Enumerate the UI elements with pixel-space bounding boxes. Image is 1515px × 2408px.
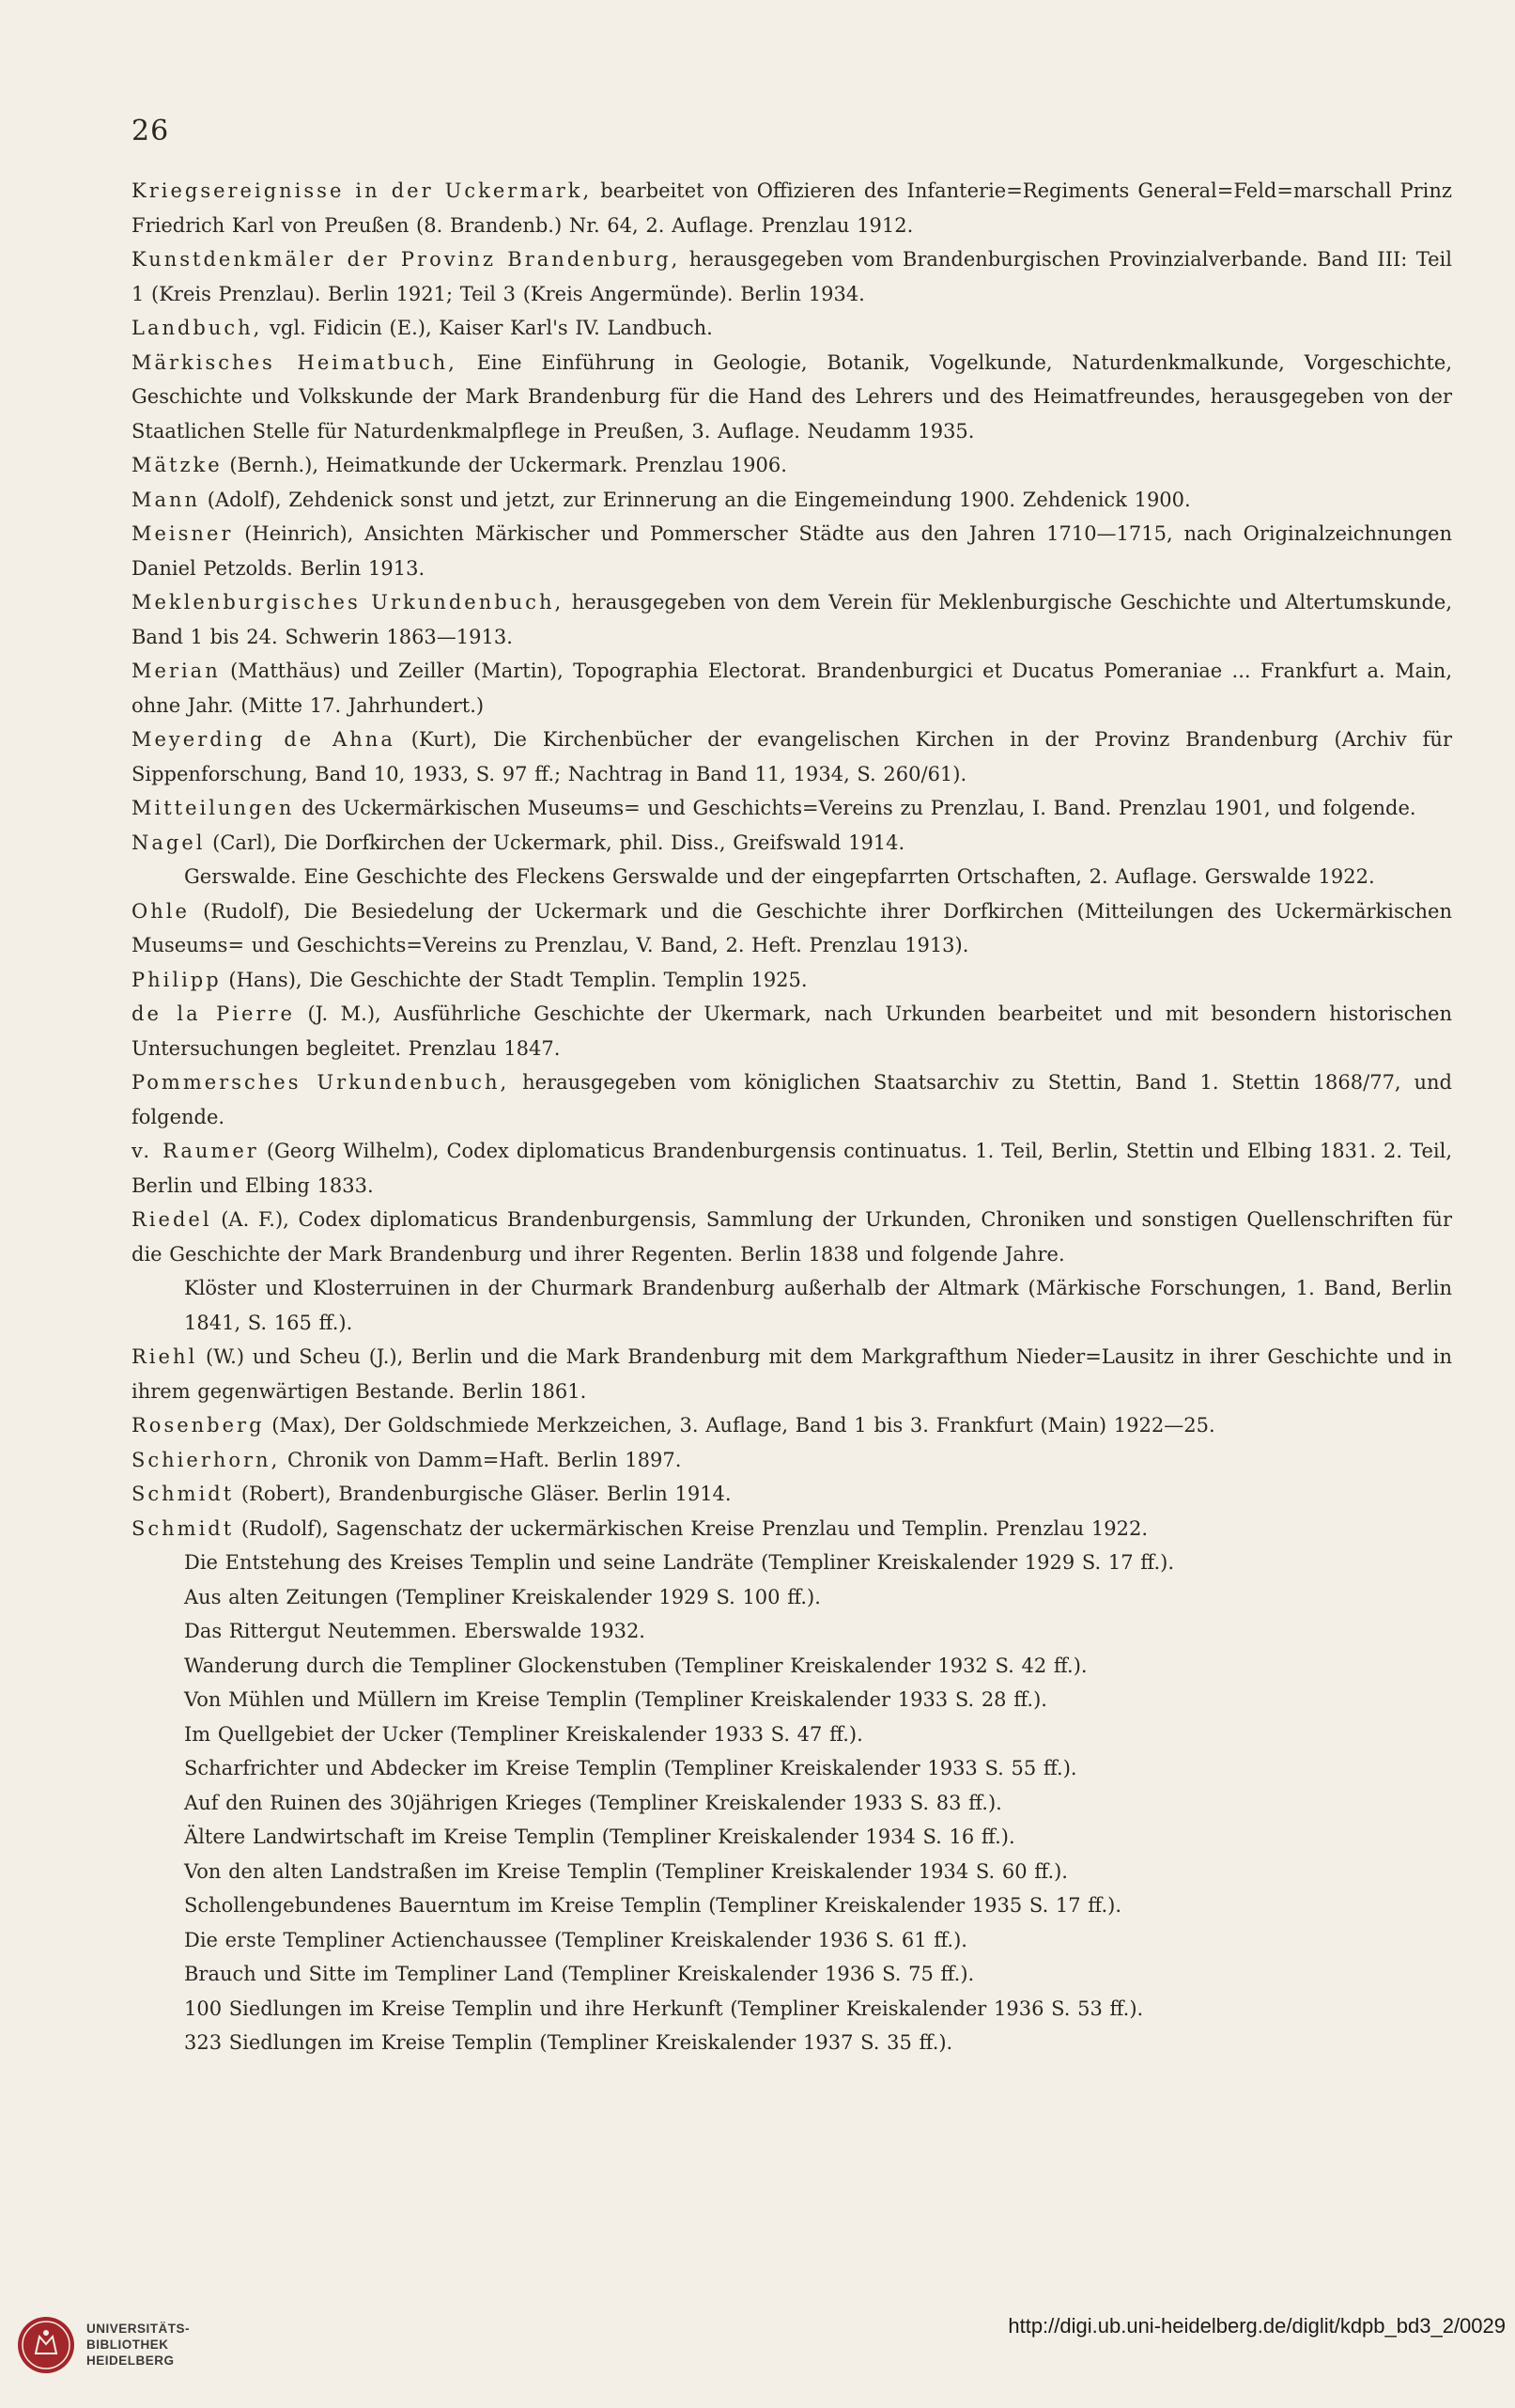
bibliography-entry — [131, 1512, 1452, 1546]
bibliography-entry — [131, 1957, 1452, 1992]
bibliography-entry — [131, 1888, 1452, 1923]
entry-author: Landbuch, — [131, 317, 263, 339]
entry-text: Das Rittergut Neutemmen. Eberswalde 1932. — [184, 1620, 645, 1642]
bibliography-entry — [131, 346, 1452, 449]
entry-author: Ohle — [131, 899, 190, 923]
entry-text: (Rudolf), Die Besiedelung der Uckermark und die Geschichte ihrer Dorfkirchen (Mitteilungen des Uckermärkischen Museums= und Geschichts=Vereins zu Prenzlau, V. Band, 2. Heft. Prenzlau 1913). — [131, 899, 1452, 956]
entry-author: Philipp — [131, 968, 222, 991]
bibliography-entry — [131, 1477, 1452, 1512]
bibliography-entry — [131, 517, 1452, 585]
library-name — [86, 2321, 190, 2369]
bibliography-entry — [131, 654, 1452, 722]
entry-text: (A. F.), Codex diplomaticus Brandenburgensis, Sammlung der Urkunden, Chroniken und sonstigen Quellenschriften für die Geschichte der Mark Brandenburg und ihrer Regenten. Berlin 1838 und folgende Jahre. — [131, 1208, 1452, 1266]
bibliography-entry — [131, 1786, 1452, 1821]
entry-author: Merian — [131, 660, 221, 682]
entry-text: Gerswalde. Eine Geschichte des Fleckens Gerswalde und der eingepfarrten Ortschaften, 2. Auflage. Gerswalde 1922. — [184, 865, 1375, 888]
entry-author: Mitteilungen — [131, 797, 295, 819]
bibliography-entry — [131, 585, 1452, 654]
entry-text: Die Entstehung des Kreises Templin und seine Landräte (Templiner Kreiskalender 1929 S. 17 ff.). — [184, 1551, 1174, 1574]
bibliography-entry — [131, 483, 1452, 518]
entry-text: (Robert), Brandenburgische Gläser. Berlin 1914. — [234, 1483, 732, 1505]
bibliography-entry — [131, 722, 1452, 791]
bibliography-entry — [131, 1649, 1452, 1684]
entry-author: Meyerding de Ahna — [131, 728, 395, 751]
bibliography-entry — [131, 997, 1452, 1065]
bibliography-entry — [131, 1203, 1452, 1271]
bibliography-list — [131, 174, 1452, 2060]
entry-text: herausgegeben vom Brandenburgischen Provinzialverbande. Band III: Teil 1 (Kreis Prenzlau). Berlin 1921; Teil 3 (Kreis Angermünde). Berlin 1934. — [131, 248, 1452, 305]
bibliography-entry — [131, 894, 1452, 963]
entry-text: Eine Einführung in Geologie, Botanik, Vogelkunde, Naturdenkmalkunde, Vorgeschichte, Geschichte und Volkskunde der Mark Brandenburg für die Hand des Lehrers und des Heimatfreundes, herausgegeben von der Staatlichen Stelle für Naturdenkmalpflege in Preußen, 3. Auflage. Neudamm 1935. — [131, 350, 1452, 443]
entry-author: Riedel — [131, 1208, 212, 1231]
entry-text: (Heinrich), Ansichten Märkischer und Pommerscher Städte aus den Jahren 1710—1715, nach Originalzeichnungen Daniel Petzolds. Berlin 1913. — [131, 522, 1452, 580]
entry-text: 100 Siedlungen im Kreise Templin und ihre Herkunft (Templiner Kreiskalender 1936 S. 53 ff.). — [184, 1996, 1144, 2020]
bibliography-entry — [131, 826, 1452, 861]
entry-text: Schollengebundenes Bauerntum im Kreise Templin (Templiner Kreiskalender 1935 S. 17 ff.). — [184, 1894, 1122, 1917]
entry-text: Aus alten Zeitungen (Templiner Kreiskalender 1929 S. 100 ff.). — [184, 1585, 821, 1608]
entry-author: de la Pierre — [131, 1002, 295, 1025]
bibliography-entry — [131, 1992, 1452, 2027]
entry-author: Kunstdenkmäler der Provinz Brandenburg, — [131, 248, 681, 271]
entry-author: Mann — [131, 488, 201, 511]
entry-text: (Matthäus) und Zeiller (Martin), Topographia Electorat. Brandenburgici et Ducatus Pomeraniae ... Frankfurt a. Main, ohne Jahr. (Mitte 17. Jahrhundert.) — [131, 660, 1452, 717]
bibliography-entry — [131, 1820, 1452, 1855]
library-name-line: HEIDELBERG — [86, 2354, 175, 2368]
entry-author: Schmidt — [131, 1483, 235, 1505]
source-url[interactable]: http://digi.ub.uni-heidelberg.de/diglit/kdpb_bd3_2/0029 — [1008, 2314, 1506, 2338]
bibliography-entry — [131, 1923, 1452, 1958]
entry-text: vgl. Fidicin (E.), Kaiser Karl's IV. Landbuch. — [262, 317, 713, 339]
bibliography-entry — [131, 448, 1452, 483]
entry-author: Pommersches Urkundenbuch, — [131, 1071, 510, 1094]
entry-text: (W.) und Scheu (J.), Berlin und die Mark Brandenburg mit dem Markgrafthum Nieder=Lausitz in ihrer Geschichte und in ihrem gegenwärtigen Bestande. Berlin 1861. — [131, 1345, 1452, 1403]
bibliography-entry — [131, 2026, 1452, 2060]
entry-author: Schmidt — [131, 1516, 235, 1540]
entry-text: (J. M.), Ausführliche Geschichte der Ukermark, nach Urkunden bearbeitet und mit besondern historischen Untersuchungen begleitet. Prenzlau 1847. — [131, 1002, 1452, 1060]
entry-text: Im Quellgebiet der Ucker (Templiner Kreiskalender 1933 S. 47 ff.). — [184, 1722, 863, 1746]
entry-text: herausgegeben von dem Verein für Meklenburgische Geschichte und Altertumskunde, Band 1 bis 24. Schwerin 1863—1913. — [131, 591, 1452, 648]
entry-text: (Bernh.), Heimatkunde der Uckermark. Prenzlau 1906. — [222, 454, 787, 476]
bibliography-entry — [131, 1271, 1452, 1340]
footer — [0, 2297, 1515, 2408]
entry-text: (Georg Wilhelm), Codex diplomaticus Brandenburgensis continuatus. 1. Teil, Berlin, Stettin und Elbing 1831. 2. Teil, Berlin und Elbing 1833. — [131, 1140, 1452, 1197]
entry-text: Von Mühlen und Müllern im Kreise Templin (Templiner Kreiskalender 1933 S. 28 ff.). — [184, 1688, 1047, 1711]
entry-text: herausgegeben vom königlichen Staatsarchiv zu Stettin, Band 1. Stettin 1868/77, und folgende. — [131, 1071, 1452, 1128]
bibliography-entry — [131, 1065, 1452, 1134]
entry-text: Ältere Landwirtschaft im Kreise Templin (Templiner Kreiskalender 1934 S. 16 ff.). — [184, 1825, 1015, 1848]
bibliography-entry — [131, 311, 1452, 346]
entry-author: Märkisches Heimatbuch, — [131, 350, 457, 374]
entry-text: (Carl), Die Dorfkirchen der Uckermark, phil. Diss., Greifswald 1914. — [205, 831, 905, 854]
bibliography-entry — [131, 1580, 1452, 1615]
entry-text: (Kurt), Die Kirchenbücher der evangelischen Kirchen in der Provinz Brandenburg (Archiv für Sippenforschung, Band 10, 1933, S. 97 ff.; Nachtrag in Band 11, 1934, S. 260/61). — [131, 728, 1453, 785]
entry-author: Meklenburgisches Urkundenbuch, — [131, 591, 564, 614]
bibliography-entry — [131, 1855, 1452, 1889]
entry-text: des Uckermärkischen Museums= und Geschichts=Vereins zu Prenzlau, I. Band. Prenzlau 1901, und folgende. — [294, 797, 1416, 819]
entry-text: Scharfrichter und Abdecker im Kreise Templin (Templiner Kreiskalender 1933 S. 55 ff.). — [184, 1757, 1077, 1779]
library-name-line: UNIVERSITÄTS- — [86, 2322, 191, 2336]
bibliography-entry — [131, 1546, 1452, 1580]
entry-text: Auf den Ruinen des 30jährigen Krieges (Templiner Kreiskalender 1933 S. 83 ff.). — [184, 1791, 1002, 1814]
bibliography-entry — [131, 1134, 1452, 1203]
entry-text: Die erste Templiner Actienchaussee (Templiner Kreiskalender 1936 S. 61 ff.). — [184, 1928, 967, 1951]
entry-text: Klöster und Klosterruinen in der Churmark Brandenburg außerhalb der Altmark (Märkische Forschungen, 1. Band, Berlin 1841, S. 165 ff.). — [184, 1277, 1452, 1334]
bibliography-entry — [131, 174, 1452, 242]
entry-author: Meisner — [131, 522, 234, 545]
entry-text: bearbeitet von Offizieren des Infanterie=Regiments General=Feld=marschall Prinz Friedrich Karl von Preußen (8. Brandenb.) Nr. 64, 2. Auflage. Prenzlau 1912. — [131, 179, 1452, 237]
entry-author: Mätzke — [131, 454, 223, 476]
entry-text: (Adolf), Zehdenick sonst und jetzt, zur Erinnerung an die Eingemeindung 1900. Zehdenick 1900. — [200, 488, 1191, 511]
entry-author: v. Raumer — [131, 1140, 259, 1162]
entry-text: Von den alten Landstraßen im Kreise Templin (Templiner Kreiskalender 1934 S. 60 ff.). — [184, 1859, 1068, 1883]
entry-author: Kriegsereignisse in der Uckermark, — [131, 179, 593, 202]
entry-author: Nagel — [131, 831, 206, 854]
bibliography-entry — [131, 1443, 1452, 1478]
entry-author: Rosenberg — [131, 1414, 265, 1437]
bibliography-entry — [131, 860, 1452, 894]
bibliography-entry — [131, 1340, 1452, 1408]
library-name-line: BIBLIOTHEK — [86, 2338, 169, 2352]
bibliography-entry — [131, 1408, 1452, 1443]
entry-author: Schierhorn, — [131, 1448, 281, 1471]
entry-text: 323 Siedlungen im Kreise Templin (Templiner Kreiskalender 1937 S. 35 ff.). — [184, 2031, 953, 2054]
bibliography-entry — [131, 1751, 1452, 1786]
university-seal-icon — [17, 2316, 75, 2374]
entry-text: (Hans), Die Geschichte der Stadt Templin. Templin 1925. — [221, 968, 808, 991]
entry-text: (Rudolf), Sagenschatz der uckermärkischen Kreise Prenzlau und Templin. Prenzlau 1922. — [234, 1516, 1148, 1540]
bibliography-entry — [131, 1683, 1452, 1717]
bibliography-entry — [131, 1614, 1452, 1649]
entry-text: Wanderung durch die Templiner Glockenstuben (Templiner Kreiskalender 1932 S. 42 ff.). — [184, 1654, 1088, 1677]
entry-text: Chronik von Damm=Haft. Berlin 1897. — [280, 1448, 682, 1471]
entry-text: Brauch und Sitte im Templiner Land (Templiner Kreiskalender 1936 S. 75 ff.). — [184, 1963, 975, 1985]
entry-author: Riehl — [131, 1345, 198, 1368]
bibliography-entry — [131, 242, 1452, 311]
entry-text: (Max), Der Goldschmiede Merkzeichen, 3. Auflage, Band 1 bis 3. Frankfurt (Main) 1922—25. — [264, 1414, 1215, 1437]
bibliography-entry — [131, 963, 1452, 998]
bibliography-entry — [131, 791, 1452, 826]
page-number: 26 — [131, 115, 170, 148]
bibliography-entry — [131, 1717, 1452, 1752]
